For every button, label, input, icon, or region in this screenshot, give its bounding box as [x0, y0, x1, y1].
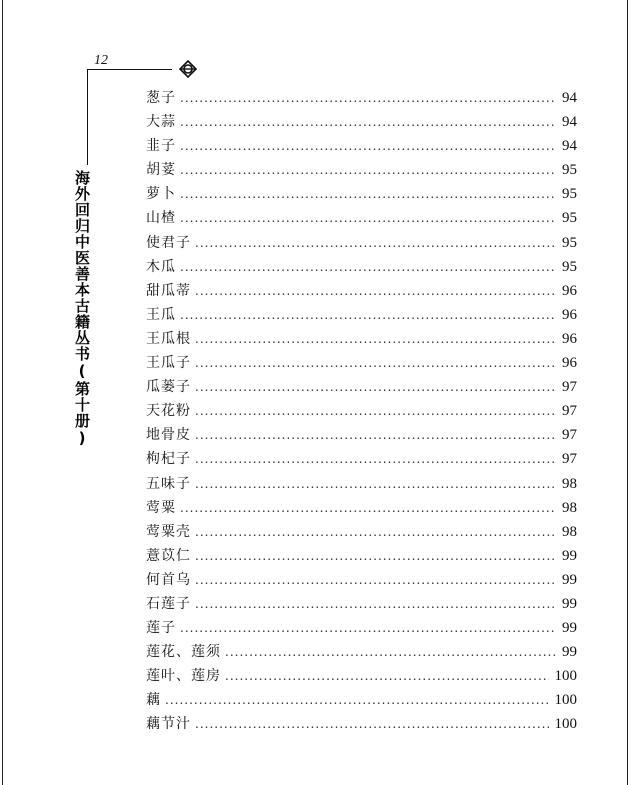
- toc-entry-page: 100: [554, 668, 577, 685]
- toc-entry-title: 使君子: [146, 234, 191, 251]
- page-border-right: [627, 0, 628, 785]
- toc-entry: [146, 182, 577, 206]
- toc-entry-title: 五味子: [146, 475, 191, 492]
- toc-leader-dots: [195, 592, 556, 616]
- toc-entry-title: 何首乌: [146, 571, 191, 588]
- toc-leader-dots: [180, 303, 556, 327]
- diamond-ornament-icon: [179, 60, 197, 78]
- toc-entry-page: 94: [562, 90, 577, 106]
- toc-entry-title: 韭子: [146, 138, 176, 155]
- toc-entry: [146, 688, 577, 712]
- toc-entry: [146, 399, 577, 423]
- toc-entry: [146, 134, 577, 158]
- toc-entry-page: 98: [562, 523, 577, 540]
- toc-entry-page: 96: [562, 355, 577, 372]
- toc-entry-title: 藕: [146, 692, 161, 709]
- toc-entry: [146, 86, 577, 110]
- vertical-rule: [87, 69, 88, 165]
- toc-entry: [146, 447, 577, 471]
- toc-leader-dots: [180, 255, 556, 279]
- toc-entry-title: 藕节汁: [146, 716, 191, 733]
- toc-entry-page: 97: [562, 451, 577, 468]
- toc-entry-page: 97: [562, 403, 577, 420]
- toc-entry-page: 95: [562, 258, 577, 275]
- toc-leader-dots: [195, 472, 556, 496]
- toc-entry-page: 96: [562, 330, 577, 347]
- toc-entry-title: 石莲子: [146, 595, 191, 612]
- toc-entry-page: 97: [562, 379, 577, 396]
- toc-entry-title: 王瓜子: [146, 355, 191, 372]
- page-number: 12: [94, 53, 108, 68]
- toc-entry: [146, 520, 577, 544]
- toc-entry-page: 97: [562, 427, 577, 444]
- toc-entry: [146, 496, 577, 520]
- toc-entry-page: 99: [562, 595, 577, 612]
- toc-entry: [146, 255, 577, 279]
- toc-entry-title: 胡荽: [146, 162, 176, 179]
- toc-leader-dots: [180, 86, 556, 110]
- toc-entry: [146, 568, 577, 592]
- toc-entry-page: 98: [562, 475, 577, 492]
- toc-entry-title: 莲叶、莲房: [146, 668, 221, 685]
- toc-leader-dots: [180, 616, 556, 640]
- page-border-left: [2, 0, 3, 785]
- toc-entry: [146, 664, 577, 688]
- toc-entry-title: 薏苡仁: [146, 547, 191, 564]
- toc-leader-dots: [195, 423, 556, 447]
- header-rule: [87, 69, 172, 70]
- toc-entry-title: 山楂: [146, 210, 176, 227]
- toc-entry-page: 98: [562, 499, 577, 516]
- toc-entry: [146, 327, 577, 351]
- toc-entry: [146, 544, 577, 568]
- toc-leader-dots: [225, 664, 549, 688]
- toc-entry-page: 99: [562, 620, 577, 637]
- toc-entry-title: 莺粟壳: [146, 523, 191, 540]
- toc-entry-title: 甜瓜蒂: [146, 282, 191, 299]
- toc-entry: [146, 592, 577, 616]
- table-of-contents: [146, 86, 577, 737]
- toc-entry: [146, 351, 577, 375]
- toc-entry-page: 100: [554, 716, 577, 733]
- toc-leader-dots: [165, 688, 549, 712]
- toc-leader-dots: [195, 399, 556, 423]
- toc-leader-dots: [195, 520, 556, 544]
- toc-leader-dots: [195, 231, 556, 255]
- toc-entry-title: 莺粟: [146, 499, 176, 516]
- toc-entry: [146, 279, 577, 303]
- toc-leader-dots: [195, 351, 556, 375]
- toc-leader-dots: [195, 544, 556, 568]
- toc-leader-dots: [225, 640, 556, 664]
- toc-entry-page: 95: [562, 162, 577, 179]
- toc-entry: [146, 110, 577, 134]
- toc-entry-title: 木瓜: [146, 258, 176, 275]
- toc-entry: [146, 712, 577, 736]
- toc-leader-dots: [195, 568, 556, 592]
- toc-entry-title: 葱子: [146, 90, 176, 106]
- toc-entry-title: 天花粉: [146, 403, 191, 420]
- toc-leader-dots: [180, 206, 556, 230]
- toc-leader-dots: [195, 327, 556, 351]
- toc-entry-page: 95: [562, 210, 577, 227]
- toc-entry: [146, 158, 577, 182]
- toc-entry: [146, 303, 577, 327]
- toc-entry-title: 枸杞子: [146, 451, 191, 468]
- toc-entry-title: 萝卜: [146, 186, 176, 203]
- toc-leader-dots: [195, 375, 556, 399]
- toc-entry-page: 95: [562, 234, 577, 251]
- toc-entry: [146, 231, 577, 255]
- toc-entry-title: 地骨皮: [146, 427, 191, 444]
- toc-entry-page: 99: [562, 644, 577, 661]
- toc-entry: [146, 472, 577, 496]
- toc-leader-dots: [195, 712, 549, 736]
- toc-leader-dots: [180, 182, 556, 206]
- toc-entry-title: 莲子: [146, 620, 176, 637]
- toc-entry-title: 王瓜: [146, 306, 176, 323]
- toc-entry: [146, 206, 577, 230]
- toc-entry-page: 94: [562, 114, 577, 131]
- toc-entry-page: 94: [562, 138, 577, 155]
- toc-entry-title: 大蒜: [146, 114, 176, 131]
- toc-entry-page: 96: [562, 306, 577, 323]
- toc-entry-title: 莲花、莲须: [146, 644, 221, 661]
- toc-leader-dots: [195, 447, 556, 471]
- toc-entry-page: 100: [554, 692, 577, 709]
- toc-leader-dots: [180, 110, 556, 134]
- toc-leader-dots: [180, 134, 556, 158]
- toc-leader-dots: [180, 496, 556, 520]
- toc-entry: [146, 375, 577, 399]
- toc-leader-dots: [180, 158, 556, 182]
- series-title: 海外回归中医善本古籍丛书(第十册): [73, 170, 91, 448]
- toc-entry: [146, 423, 577, 447]
- toc-entry-page: 95: [562, 186, 577, 203]
- toc-entry: [146, 640, 577, 664]
- toc-leader-dots: [195, 279, 556, 303]
- toc-entry-title: 王瓜根: [146, 330, 191, 347]
- toc-entry-page: 96: [562, 282, 577, 299]
- toc-entry-page: 99: [562, 571, 577, 588]
- toc-entry-title: 瓜蒌子: [146, 379, 191, 396]
- toc-entry: [146, 616, 577, 640]
- toc-entry-page: 99: [562, 547, 577, 564]
